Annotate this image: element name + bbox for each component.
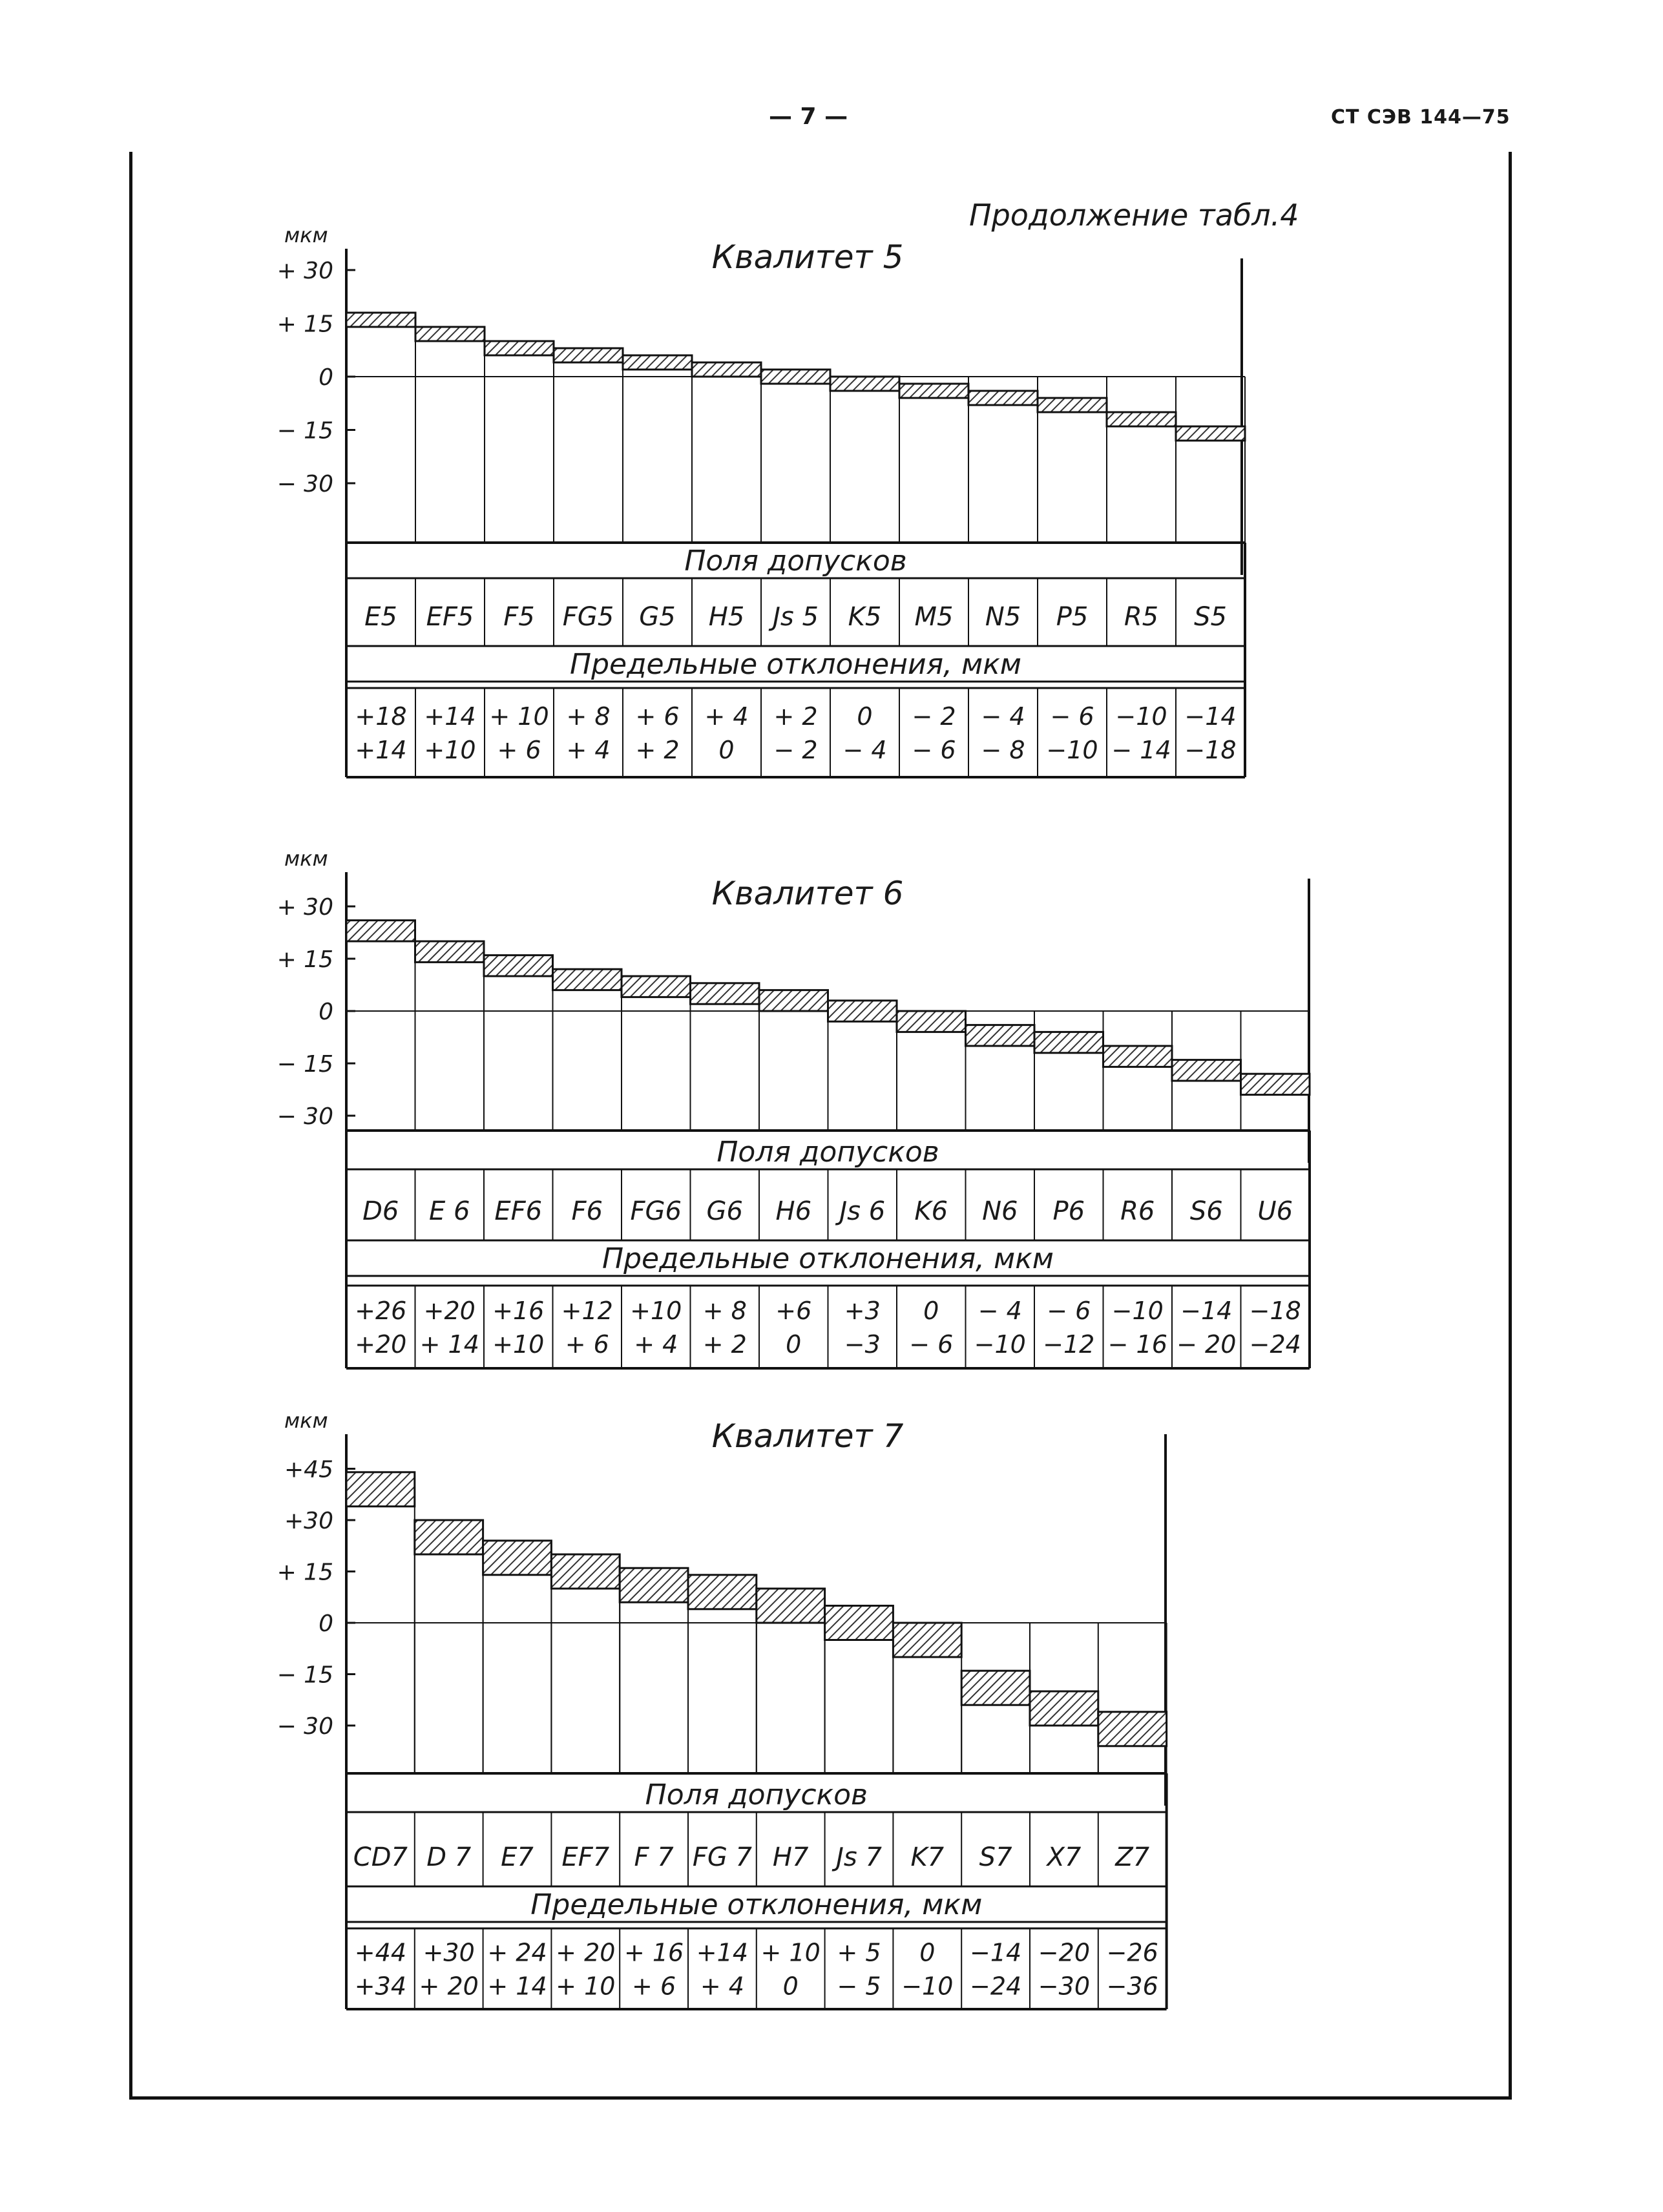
upper-deviation-Z7: −26 [1106, 1938, 1158, 1967]
upper-deviation-Js6: +3 [844, 1297, 881, 1325]
category-label-F6: F6 [571, 1196, 603, 1226]
tolerance-bar-X7 [1030, 1691, 1098, 1726]
upper-deviation-U6: −18 [1249, 1297, 1301, 1325]
tolerance-bar-K5 [830, 377, 899, 391]
category-label-H6: H6 [775, 1196, 812, 1226]
upper-deviation-H6: +6 [775, 1297, 812, 1325]
upper-deviation-EF7: + 20 [556, 1938, 616, 1967]
y-tick-label: 0 [319, 999, 333, 1025]
lower-deviation-EF6: +10 [492, 1330, 545, 1359]
lower-deviation-N5: − 8 [981, 736, 1025, 764]
upper-deviation-D6: +26 [355, 1297, 407, 1325]
lower-deviation-H5: 0 [718, 736, 735, 764]
upper-deviation-Js5: + 2 [773, 702, 818, 731]
tolerance-bar-U6 [1241, 1074, 1310, 1094]
upper-deviation-K5: 0 [857, 702, 873, 731]
tolerance-bar-Js5 [761, 370, 830, 384]
lower-deviation-H7: 0 [782, 1972, 799, 2001]
tolerance-bar-E7 [483, 1541, 552, 1575]
chart-1 [277, 223, 1245, 777]
deviations-label: Предельные отклонения, мкм [570, 648, 1021, 681]
upper-deviation-G6: + 8 [702, 1297, 747, 1325]
tolerance-bar-H7 [757, 1589, 825, 1623]
continuation-note: Продолжение табл.4 [969, 198, 1299, 233]
upper-deviation-E5: +18 [355, 702, 407, 731]
category-label-FG7: FG 7 [692, 1842, 752, 1872]
upper-deviation-E6: +20 [423, 1297, 476, 1325]
category-label-G5: G5 [639, 602, 676, 632]
category-label-S7: S7 [979, 1842, 1012, 1872]
tolerance-bar-D7 [415, 1520, 483, 1554]
lower-deviation-K6: − 6 [909, 1330, 954, 1359]
page-number: — 7 — [769, 103, 848, 130]
category-label-E6: E 6 [429, 1196, 470, 1226]
tolerance-bar-FG5 [554, 348, 623, 362]
lower-deviation-E6: + 14 [419, 1330, 479, 1359]
category-label-D7: D 7 [426, 1842, 472, 1872]
chart-title: Квалитет 5 [711, 238, 904, 276]
lower-deviation-F7: + 6 [632, 1972, 676, 2001]
category-label-N6: N6 [982, 1196, 1018, 1226]
lower-deviation-P5: −10 [1046, 736, 1098, 764]
tolerance-bar-EF7 [551, 1554, 620, 1589]
category-label-N5: N5 [985, 602, 1021, 632]
deviations-label: Предельные отклонения, мкм [530, 1888, 983, 1921]
tolerance-bar-Js6 [828, 1001, 897, 1021]
chart-3 [277, 1408, 1167, 2009]
upper-deviation-K7: 0 [919, 1938, 936, 1967]
upper-deviation-EF5: +14 [424, 702, 476, 731]
category-label-FG5: FG5 [562, 602, 614, 632]
category-label-Js7: Js 7 [836, 1842, 882, 1872]
lower-deviation-Js6: −3 [844, 1330, 881, 1359]
category-label-Js5: Js 5 [773, 602, 819, 632]
tolerance-bar-S5 [1176, 426, 1245, 441]
tolerance-bar-FG7 [688, 1575, 757, 1609]
upper-deviation-D7: +30 [423, 1938, 475, 1967]
tolerance-bar-E5 [346, 313, 415, 327]
tolerance-bar-Z7 [1098, 1712, 1167, 1746]
lower-deviation-Z7: −36 [1106, 1972, 1158, 2001]
lower-deviation-FG6: + 4 [634, 1330, 678, 1359]
upper-deviation-G5: + 6 [635, 702, 680, 731]
tolerance-bar-EF6 [484, 955, 553, 976]
lower-deviation-N6: −10 [974, 1330, 1026, 1359]
upper-deviation-K6: 0 [923, 1297, 939, 1325]
lower-deviation-R6: − 16 [1107, 1330, 1167, 1359]
lower-deviation-S5: −18 [1184, 736, 1237, 764]
category-label-F5: F5 [503, 602, 535, 632]
y-unit-label: мкм [284, 1408, 328, 1433]
upper-deviation-EF6: +16 [492, 1297, 545, 1325]
y-unit-label: мкм [284, 846, 328, 871]
tolerance-bar-P5 [1038, 398, 1107, 412]
upper-deviation-P5: − 6 [1050, 702, 1094, 731]
category-label-R5: R5 [1124, 602, 1159, 632]
lower-deviation-G5: + 2 [635, 736, 680, 764]
category-label-Z7: Z7 [1115, 1842, 1150, 1872]
y-tick-label: − 30 [277, 1103, 333, 1130]
category-label-G6: G6 [706, 1196, 743, 1226]
y-tick-label: 0 [319, 1611, 333, 1637]
tolerance-bar-S6 [1172, 1060, 1241, 1081]
lower-deviation-G6: + 2 [702, 1330, 747, 1359]
lower-deviation-EF7: + 10 [556, 1972, 616, 2001]
category-label-F7: F 7 [634, 1842, 674, 1872]
upper-deviation-P6: − 6 [1047, 1297, 1091, 1325]
lower-deviation-S6: − 20 [1177, 1330, 1237, 1359]
upper-deviation-FG5: + 8 [566, 702, 611, 731]
lower-deviation-U6: −24 [1249, 1330, 1301, 1359]
y-tick-label: + 30 [277, 894, 333, 921]
upper-deviation-R5: −10 [1115, 702, 1167, 731]
tolerance-bar-H5 [692, 362, 761, 377]
fields-label: Поля допусков [645, 1779, 868, 1811]
tolerance-bar-E6 [415, 941, 485, 962]
tolerance-bar-P6 [1034, 1032, 1103, 1052]
category-label-EF6: EF6 [494, 1196, 543, 1226]
upper-deviation-S7: −14 [969, 1938, 1022, 1967]
category-label-S6: S6 [1189, 1196, 1223, 1226]
category-label-EF7: EF7 [561, 1842, 610, 1872]
tolerance-bar-F6 [553, 969, 622, 990]
category-label-M5: M5 [914, 602, 954, 632]
upper-deviation-E7: + 24 [487, 1938, 547, 1967]
category-label-FG6: FG6 [630, 1196, 682, 1226]
upper-deviation-Js7: + 5 [837, 1938, 881, 1967]
upper-deviation-F7: + 16 [623, 1938, 684, 1967]
y-tick-label: + 30 [277, 258, 333, 284]
y-tick-label: +45 [284, 1456, 333, 1483]
lower-deviation-FG7: + 4 [700, 1972, 744, 2001]
y-tick-label: − 15 [277, 1662, 333, 1689]
fields-label: Поля допусков [684, 545, 907, 578]
category-label-H7: H7 [772, 1842, 809, 1872]
lower-deviation-E7: + 14 [487, 1972, 547, 2001]
lower-deviation-EF5: +10 [424, 736, 476, 764]
y-tick-label: + 15 [277, 1559, 333, 1586]
tolerance-bar-D6 [346, 921, 415, 941]
category-label-K7: K7 [910, 1842, 945, 1872]
fields-label: Поля допусков [716, 1136, 939, 1169]
lower-deviation-Js7: − 5 [837, 1972, 881, 2001]
lower-deviation-H6: 0 [786, 1330, 802, 1359]
chart-2 [277, 846, 1310, 1368]
lower-deviation-Js5: − 2 [773, 736, 818, 764]
lower-deviation-E5: +14 [355, 736, 407, 764]
lower-deviation-D6: +20 [355, 1330, 407, 1359]
category-label-CD7: CD7 [353, 1842, 408, 1872]
upper-deviation-X7: −20 [1038, 1938, 1091, 1967]
y-tick-label: +30 [284, 1508, 333, 1534]
lower-deviation-F5: + 6 [497, 736, 541, 764]
upper-deviation-H7: + 10 [760, 1938, 821, 1967]
category-label-K5: K5 [848, 602, 882, 632]
upper-deviation-N6: − 4 [978, 1297, 1022, 1325]
lower-deviation-CD7: +34 [354, 1972, 407, 2001]
tolerance-bar-G5 [623, 355, 692, 370]
tolerance-bar-K7 [893, 1623, 961, 1657]
upper-deviation-FG6: +10 [630, 1297, 682, 1325]
upper-deviation-F6: +12 [561, 1297, 613, 1325]
category-label-K6: K6 [914, 1196, 948, 1226]
chart-title: Квалитет 6 [711, 875, 904, 912]
tolerance-bar-K6 [897, 1011, 966, 1032]
tolerance-bar-S7 [961, 1671, 1030, 1705]
tolerance-bar-F5 [485, 341, 554, 355]
lower-deviation-P6: −12 [1043, 1330, 1095, 1359]
y-unit-label: мкм [284, 223, 328, 247]
upper-deviation-R6: −10 [1111, 1297, 1164, 1325]
upper-deviation-S5: −14 [1184, 702, 1237, 731]
category-label-E7: E7 [501, 1842, 534, 1872]
y-tick-label: − 30 [277, 1713, 333, 1740]
tolerance-bar-Js7 [825, 1606, 894, 1640]
tolerance-bar-M5 [899, 384, 968, 398]
category-label-P5: P5 [1056, 602, 1089, 632]
upper-deviation-CD7: +44 [354, 1938, 407, 1967]
tolerance-bar-G6 [691, 983, 760, 1004]
lower-deviation-R5: − 14 [1111, 736, 1171, 764]
lower-deviation-F6: + 6 [565, 1330, 609, 1359]
category-label-X7: X7 [1047, 1842, 1082, 1872]
tolerance-bar-H6 [759, 990, 828, 1011]
tolerance-bar-R5 [1107, 412, 1176, 426]
y-tick-label: + 15 [277, 311, 333, 338]
chart-title: Квалитет 7 [711, 1417, 904, 1455]
category-label-D6: D6 [362, 1196, 399, 1226]
deviations-label: Предельные отклонения, мкм [602, 1242, 1054, 1275]
upper-deviation-FG7: +14 [696, 1938, 749, 1967]
category-label-EF5: EF5 [426, 602, 474, 632]
upper-deviation-H5: + 4 [704, 702, 749, 731]
lower-deviation-K7: −10 [901, 1972, 954, 2001]
tolerance-bar-CD7 [346, 1472, 415, 1507]
lower-deviation-K5: − 4 [842, 736, 887, 764]
category-label-S5: S5 [1194, 602, 1227, 632]
tolerance-bar-N5 [968, 391, 1038, 405]
category-label-E5: E5 [364, 602, 397, 632]
upper-deviation-F5: + 10 [489, 702, 549, 731]
category-label-R6: R6 [1120, 1196, 1155, 1226]
upper-deviation-S6: −14 [1180, 1297, 1233, 1325]
lower-deviation-S7: −24 [969, 1972, 1022, 2001]
upper-deviation-M5: − 2 [912, 702, 956, 731]
lower-deviation-M5: − 6 [912, 736, 956, 764]
category-label-H5: H5 [708, 602, 745, 632]
tolerance-bar-N6 [966, 1025, 1035, 1046]
tolerance-bar-EF5 [415, 327, 485, 341]
y-tick-label: 0 [319, 364, 333, 391]
tolerance-bar-FG6 [622, 976, 691, 997]
category-label-U6: U6 [1257, 1196, 1293, 1226]
y-tick-label: − 15 [277, 417, 333, 444]
lower-deviation-D7: + 20 [419, 1972, 479, 2001]
y-tick-label: + 15 [277, 946, 333, 973]
upper-deviation-N5: − 4 [981, 702, 1025, 731]
y-tick-label: − 15 [277, 1051, 333, 1078]
y-tick-label: − 30 [277, 471, 333, 497]
lower-deviation-FG5: + 4 [566, 736, 611, 764]
standard-code: СТ СЭВ 144—75 [1331, 106, 1511, 129]
lower-deviation-X7: −30 [1038, 1972, 1091, 2001]
tolerance-bar-F7 [620, 1568, 688, 1602]
category-label-Js6: Js 6 [839, 1196, 886, 1226]
category-label-P6: P6 [1052, 1196, 1085, 1226]
tolerance-bar-R6 [1103, 1046, 1173, 1067]
